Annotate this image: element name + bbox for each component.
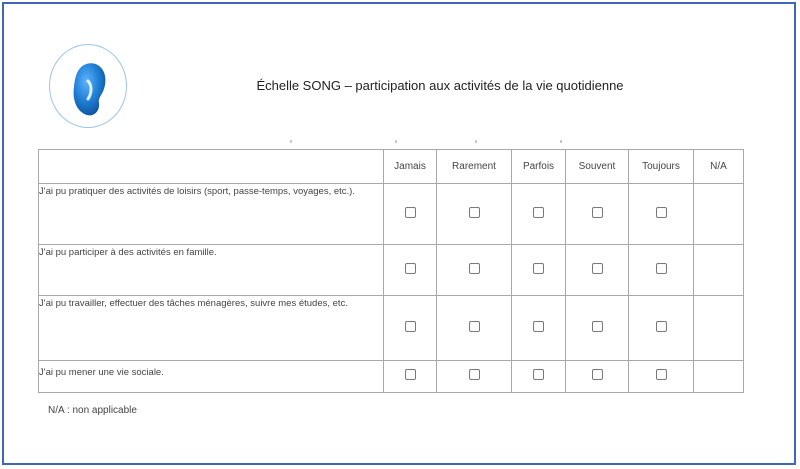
cell-jamais bbox=[384, 245, 437, 296]
ruler-ticks bbox=[0, 140, 800, 148]
cell-souvent bbox=[566, 296, 629, 360]
cell-parfois bbox=[512, 296, 566, 360]
cell-toujours bbox=[629, 360, 694, 392]
row-label: J'ai pu mener une vie sociale. bbox=[39, 360, 384, 392]
row-label: J'ai pu participer à des activités en famille. bbox=[39, 245, 384, 296]
cell-rarement bbox=[437, 184, 512, 245]
header-parfois: Parfois bbox=[512, 150, 566, 184]
checkbox[interactable] bbox=[405, 369, 416, 380]
table-row bbox=[39, 360, 744, 392]
cell-toujours bbox=[629, 184, 694, 245]
checkbox[interactable] bbox=[533, 369, 544, 380]
cell-rarement bbox=[437, 296, 512, 360]
cell-souvent bbox=[566, 245, 629, 296]
page-title: Échelle SONG – participation aux activités de la vie quotidienne bbox=[256, 78, 624, 93]
checkbox[interactable] bbox=[533, 263, 544, 274]
cell-souvent bbox=[566, 360, 629, 392]
checkbox[interactable] bbox=[469, 263, 480, 274]
footnote: N/A : non applicable bbox=[48, 405, 137, 416]
table-header-row bbox=[39, 150, 744, 184]
checkbox[interactable] bbox=[405, 207, 416, 218]
cell-parfois bbox=[512, 360, 566, 392]
checkbox[interactable] bbox=[656, 263, 667, 274]
header-jamais: Jamais bbox=[384, 150, 437, 184]
cell-na bbox=[694, 184, 744, 245]
header-na: N/A bbox=[694, 150, 744, 184]
checkbox[interactable] bbox=[656, 369, 667, 380]
checkbox[interactable] bbox=[592, 263, 603, 274]
checkbox[interactable] bbox=[592, 207, 603, 218]
checkbox[interactable] bbox=[469, 207, 480, 218]
table-row bbox=[39, 245, 744, 296]
cell-jamais bbox=[384, 360, 437, 392]
row-label: J'ai pu travailler, effectuer des tâches ménagères, suivre mes études, etc. bbox=[39, 296, 384, 360]
header-empty bbox=[39, 150, 384, 184]
song-scale-table bbox=[38, 149, 744, 393]
cell-na bbox=[694, 296, 744, 360]
checkbox[interactable] bbox=[405, 263, 416, 274]
cell-jamais bbox=[384, 296, 437, 360]
kidney-logo-icon bbox=[49, 44, 127, 128]
cell-souvent bbox=[566, 184, 629, 245]
checkbox[interactable] bbox=[533, 207, 544, 218]
table-row bbox=[39, 184, 744, 245]
row-label: J'ai pu pratiquer des activités de loisirs (sport, passe-temps, voyages, etc.). bbox=[39, 184, 384, 245]
header-toujours: Toujours bbox=[629, 150, 694, 184]
cell-jamais bbox=[384, 184, 437, 245]
checkbox[interactable] bbox=[469, 369, 480, 380]
checkbox[interactable] bbox=[469, 321, 480, 332]
cell-rarement bbox=[437, 245, 512, 296]
table-row bbox=[39, 296, 744, 360]
header-souvent: Souvent bbox=[566, 150, 629, 184]
cell-parfois bbox=[512, 184, 566, 245]
header-rarement: Rarement bbox=[437, 150, 512, 184]
cell-toujours bbox=[629, 245, 694, 296]
checkbox[interactable] bbox=[533, 321, 544, 332]
checkbox[interactable] bbox=[656, 321, 667, 332]
checkbox[interactable] bbox=[656, 207, 667, 218]
cell-rarement bbox=[437, 360, 512, 392]
cell-parfois bbox=[512, 245, 566, 296]
checkbox[interactable] bbox=[592, 321, 603, 332]
cell-toujours bbox=[629, 296, 694, 360]
cell-na bbox=[694, 245, 744, 296]
checkbox[interactable] bbox=[405, 321, 416, 332]
checkbox[interactable] bbox=[592, 369, 603, 380]
cell-na bbox=[694, 360, 744, 392]
